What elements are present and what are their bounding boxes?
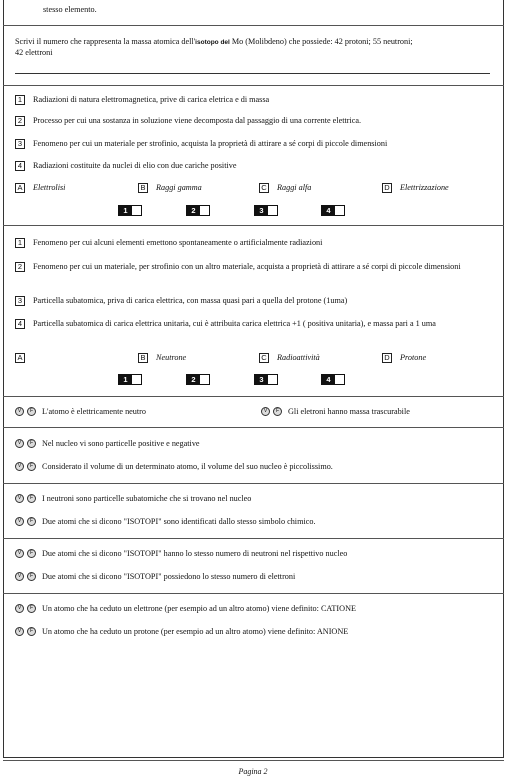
false-toggle[interactable]: F bbox=[27, 494, 36, 503]
false-toggle[interactable]: F bbox=[273, 407, 282, 416]
answer-key-box[interactable]: 2 bbox=[186, 205, 210, 216]
tf-statement: Due atomi che si dicono "ISOTOPI" sono identificati dallo stesso simbolo chimico. bbox=[42, 517, 316, 526]
answer-line[interactable] bbox=[15, 73, 490, 74]
true-toggle[interactable]: V bbox=[15, 494, 24, 503]
answer-key-box[interactable]: 1 bbox=[118, 374, 142, 385]
item-number: 2 bbox=[15, 116, 25, 126]
match-item: Fenomeno per cui un materiale, per strofinio con un altro materiale, acquista a proprietà di attirare a sé corpi di piccole dimensioni bbox=[33, 262, 461, 271]
option-text: Elettrizzazione bbox=[400, 183, 449, 192]
footer-rule bbox=[3, 760, 504, 761]
answer-key-box[interactable]: 3 bbox=[254, 205, 278, 216]
answer-key-box[interactable]: 2 bbox=[186, 374, 210, 385]
option-letter: B bbox=[138, 183, 148, 193]
item-number: 2 bbox=[15, 262, 25, 272]
tf-statement: Due atomi che si dicono "ISOTOPI" possiedono lo stesso numero di elettroni bbox=[42, 572, 296, 581]
false-toggle[interactable]: F bbox=[27, 627, 36, 636]
option-letter: A bbox=[15, 353, 25, 363]
bold-term: isotopo del bbox=[195, 39, 230, 46]
option-letter: D bbox=[382, 353, 392, 363]
option-text: Neutrone bbox=[156, 353, 187, 362]
item-number: 1 bbox=[15, 95, 25, 105]
false-toggle[interactable]: F bbox=[27, 549, 36, 558]
atomic-mass-question: Scrivi il numero che rappresenta la massa atomica dell'isotopo del Mo (Molibdeno) che possiede: 42 protoni; 55 neutroni; bbox=[15, 37, 413, 46]
tf-statement: Un atomo che ha ceduto un protone (per esempio ad un altro atomo) viene definito: ANIONE bbox=[42, 627, 349, 636]
answer-key-box[interactable]: 3 bbox=[254, 374, 278, 385]
tf-statement: L'atomo è elettricamente neutro bbox=[42, 407, 146, 416]
continued-text: stesso elemento. bbox=[43, 5, 97, 14]
false-toggle[interactable]: F bbox=[27, 439, 36, 448]
separator bbox=[3, 25, 504, 26]
option-letter: B bbox=[138, 353, 148, 363]
option-letter: A bbox=[15, 183, 25, 193]
false-toggle[interactable]: F bbox=[27, 407, 36, 416]
page-number: Pagina 2 bbox=[238, 767, 268, 776]
answer-key-box[interactable]: 4 bbox=[321, 205, 345, 216]
false-toggle[interactable]: F bbox=[27, 462, 36, 471]
item-number: 3 bbox=[15, 296, 25, 306]
match-item: Radiazioni costituite da nuclei di elio con due cariche positive bbox=[33, 161, 237, 170]
option-letter: C bbox=[259, 353, 269, 363]
separator bbox=[3, 225, 504, 226]
true-toggle[interactable]: V bbox=[15, 604, 24, 613]
match-item: Radiazioni di natura elettromagnetica, prive di carica eletrica e di massa bbox=[33, 95, 270, 104]
answer-key-box[interactable]: 1 bbox=[118, 205, 142, 216]
true-toggle[interactable]: V bbox=[15, 627, 24, 636]
true-toggle[interactable]: V bbox=[15, 462, 24, 471]
tf-statement: Due atomi che si dicono "ISOTOPI" hanno lo stesso numero di neutroni nel rispettivo nucleo bbox=[42, 549, 348, 558]
true-toggle[interactable]: V bbox=[15, 572, 24, 581]
tf-statement: Gli eletroni hanno massa trascurabile bbox=[288, 407, 410, 416]
true-toggle[interactable]: V bbox=[15, 439, 24, 448]
separator bbox=[3, 85, 504, 86]
option-text: Radioattività bbox=[277, 353, 320, 362]
item-number: 3 bbox=[15, 139, 25, 149]
item-number: 4 bbox=[15, 161, 25, 171]
option-text: Protone bbox=[400, 353, 427, 362]
true-toggle[interactable]: V bbox=[261, 407, 270, 416]
true-toggle[interactable]: V bbox=[15, 517, 24, 526]
separator bbox=[3, 483, 504, 484]
match-item: Processo per cui una sostanza in soluzione viene decomposta dal passaggio di una corrente elettrica. bbox=[33, 116, 362, 125]
item-number: 4 bbox=[15, 319, 25, 329]
option-letter: D bbox=[382, 183, 392, 193]
false-toggle[interactable]: F bbox=[27, 604, 36, 613]
match-item: Particella subatomica di carica elettrica unitaria, cui è attribuita carica elettrica +1 ( positiva unitaria), e massa pari a 1 uma bbox=[33, 319, 436, 328]
separator bbox=[3, 396, 504, 397]
false-toggle[interactable]: F bbox=[27, 517, 36, 526]
match-item: Fenomeno per cui un materiale per strofinio, acquista la proprietà di attirare a sé corpi di piccole dimensioni bbox=[33, 139, 388, 148]
separator bbox=[3, 427, 504, 428]
separator bbox=[3, 538, 504, 539]
match-item: Fenomeno per cui alcuni elementi emettono spontaneamente o artificialmente radiazioni bbox=[33, 238, 323, 247]
tf-statement: I neutroni sono particelle subatomiche che si trovano nel nucleo bbox=[42, 494, 252, 503]
separator bbox=[3, 593, 504, 594]
atomic-mass-question-line2: 42 elettroni bbox=[15, 48, 53, 57]
true-toggle[interactable]: V bbox=[15, 549, 24, 558]
true-toggle[interactable]: V bbox=[15, 407, 24, 416]
match-item: Particella subatomica, priva di carica elettrica, con massa quasi pari a quella del protone (1uma) bbox=[33, 296, 348, 305]
option-letter: C bbox=[259, 183, 269, 193]
tf-statement: Nel nucleo vi sono particelle positive e negative bbox=[42, 439, 200, 448]
tf-statement: Considerato il volume di un determinato atomo, il volume del suo nucleo è piccolissimo. bbox=[42, 462, 333, 471]
option-text: Elettrolisi bbox=[33, 183, 66, 192]
false-toggle[interactable]: F bbox=[27, 572, 36, 581]
item-number: 1 bbox=[15, 238, 25, 248]
tf-statement: Un atomo che ha ceduto un elettrone (per esempio ad un altro atomo) viene definito: CATIONE bbox=[42, 604, 356, 613]
answer-key-box[interactable]: 4 bbox=[321, 374, 345, 385]
option-text: Raggi gamma bbox=[156, 183, 202, 192]
option-text: Raggi alfa bbox=[277, 183, 312, 192]
